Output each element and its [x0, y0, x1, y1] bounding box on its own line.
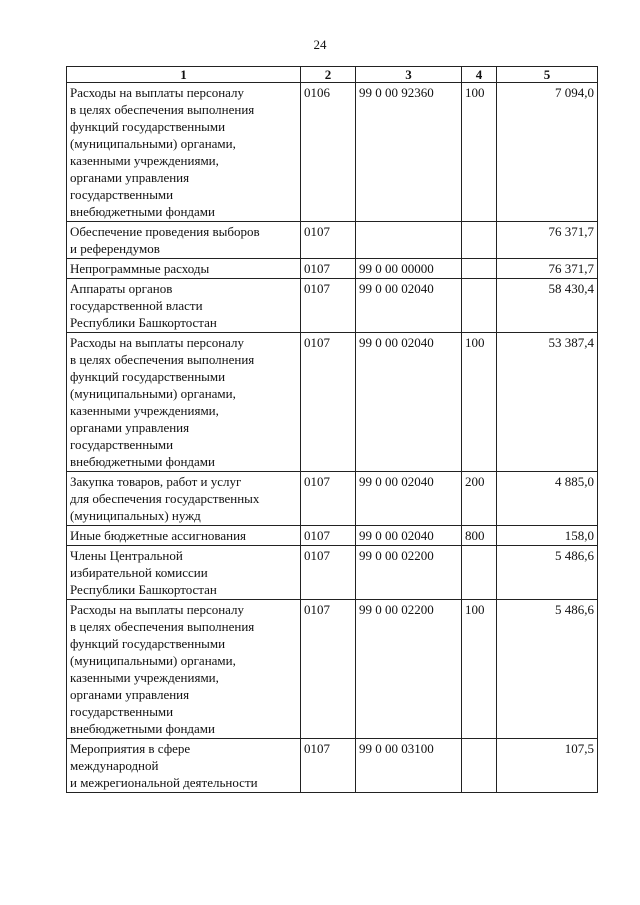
row-target: 99 0 00 92360 — [356, 83, 462, 222]
header-col-4: 4 — [462, 67, 497, 83]
row-target: 99 0 00 00000 — [356, 259, 462, 279]
row-amount: 158,0 — [497, 526, 598, 546]
row-type — [462, 222, 497, 259]
row-amount: 76 371,7 — [497, 222, 598, 259]
row-section: 0107 — [301, 279, 356, 333]
row-name: Закупка товаров, работ и услуг для обеспечения государственных (муниципальных) нужд — [67, 472, 301, 526]
row-amount: 5 486,6 — [497, 546, 598, 600]
row-section: 0107 — [301, 739, 356, 793]
row-amount: 58 430,4 — [497, 279, 598, 333]
header-col-1: 1 — [67, 67, 301, 83]
row-name: Расходы на выплаты персоналу в целях обеспечения выполнения функций государственными (муниципальными) органами, казенными учреждениями, органами управления государственными внебюджетными фондами — [67, 333, 301, 472]
row-section: 0107 — [301, 259, 356, 279]
table-row — [67, 222, 598, 259]
row-target — [356, 222, 462, 259]
table-row — [67, 526, 598, 546]
row-type: 100 — [462, 600, 497, 739]
header-col-5: 5 — [497, 67, 598, 83]
row-type: 100 — [462, 333, 497, 472]
table-header-row — [67, 67, 598, 83]
row-name: Расходы на выплаты персоналу в целях обеспечения выполнения функций государственными (муниципальными) органами, казенными учреждениями, органами управления государственными внебюджетными фондами — [67, 600, 301, 739]
table-row — [67, 739, 598, 793]
row-name: Непрограммные расходы — [67, 259, 301, 279]
row-target: 99 0 00 02040 — [356, 526, 462, 546]
table-row — [67, 600, 598, 739]
row-section: 0107 — [301, 222, 356, 259]
row-target: 99 0 00 02200 — [356, 600, 462, 739]
row-target: 99 0 00 02040 — [356, 472, 462, 526]
row-name: Расходы на выплаты персоналу в целях обеспечения выполнения функций государственными (муниципальными) органами, казенными учреждениями, органами управления государственными внебюджетными фондами — [67, 83, 301, 222]
row-name: Члены Центральной избирательной комиссии Республики Башкортостан — [67, 546, 301, 600]
table-row — [67, 83, 598, 222]
row-amount: 5 486,6 — [497, 600, 598, 739]
row-section: 0106 — [301, 83, 356, 222]
row-name: Мероприятия в сфере международной и межрегиональной деятельности — [67, 739, 301, 793]
row-type — [462, 259, 497, 279]
row-target: 99 0 00 02200 — [356, 546, 462, 600]
header-col-2: 2 — [301, 67, 356, 83]
table-row — [67, 279, 598, 333]
row-type: 100 — [462, 83, 497, 222]
row-amount: 7 094,0 — [497, 83, 598, 222]
row-name: Обеспечение проведения выборов и референдумов — [67, 222, 301, 259]
page-number: 24 — [313, 37, 327, 52]
row-name: Иные бюджетные ассигнования — [67, 526, 301, 546]
row-type: 200 — [462, 472, 497, 526]
table-row — [67, 259, 598, 279]
row-amount: 53 387,4 — [497, 333, 598, 472]
row-name: Аппараты органов государственной власти Республики Башкортостан — [67, 279, 301, 333]
table-row — [67, 472, 598, 526]
row-type — [462, 739, 497, 793]
budget-table — [66, 66, 598, 793]
row-target: 99 0 00 02040 — [356, 279, 462, 333]
row-section: 0107 — [301, 546, 356, 600]
row-type: 800 — [462, 526, 497, 546]
row-amount: 76 371,7 — [497, 259, 598, 279]
row-section: 0107 — [301, 526, 356, 546]
row-amount: 107,5 — [497, 739, 598, 793]
row-type — [462, 546, 497, 600]
table-row — [67, 333, 598, 472]
row-amount: 4 885,0 — [497, 472, 598, 526]
table-row — [67, 546, 598, 600]
row-section: 0107 — [301, 600, 356, 739]
row-type — [462, 279, 497, 333]
row-section: 0107 — [301, 333, 356, 472]
header-col-3: 3 — [356, 67, 462, 83]
row-target: 99 0 00 03100 — [356, 739, 462, 793]
row-section: 0107 — [301, 472, 356, 526]
row-target: 99 0 00 02040 — [356, 333, 462, 472]
